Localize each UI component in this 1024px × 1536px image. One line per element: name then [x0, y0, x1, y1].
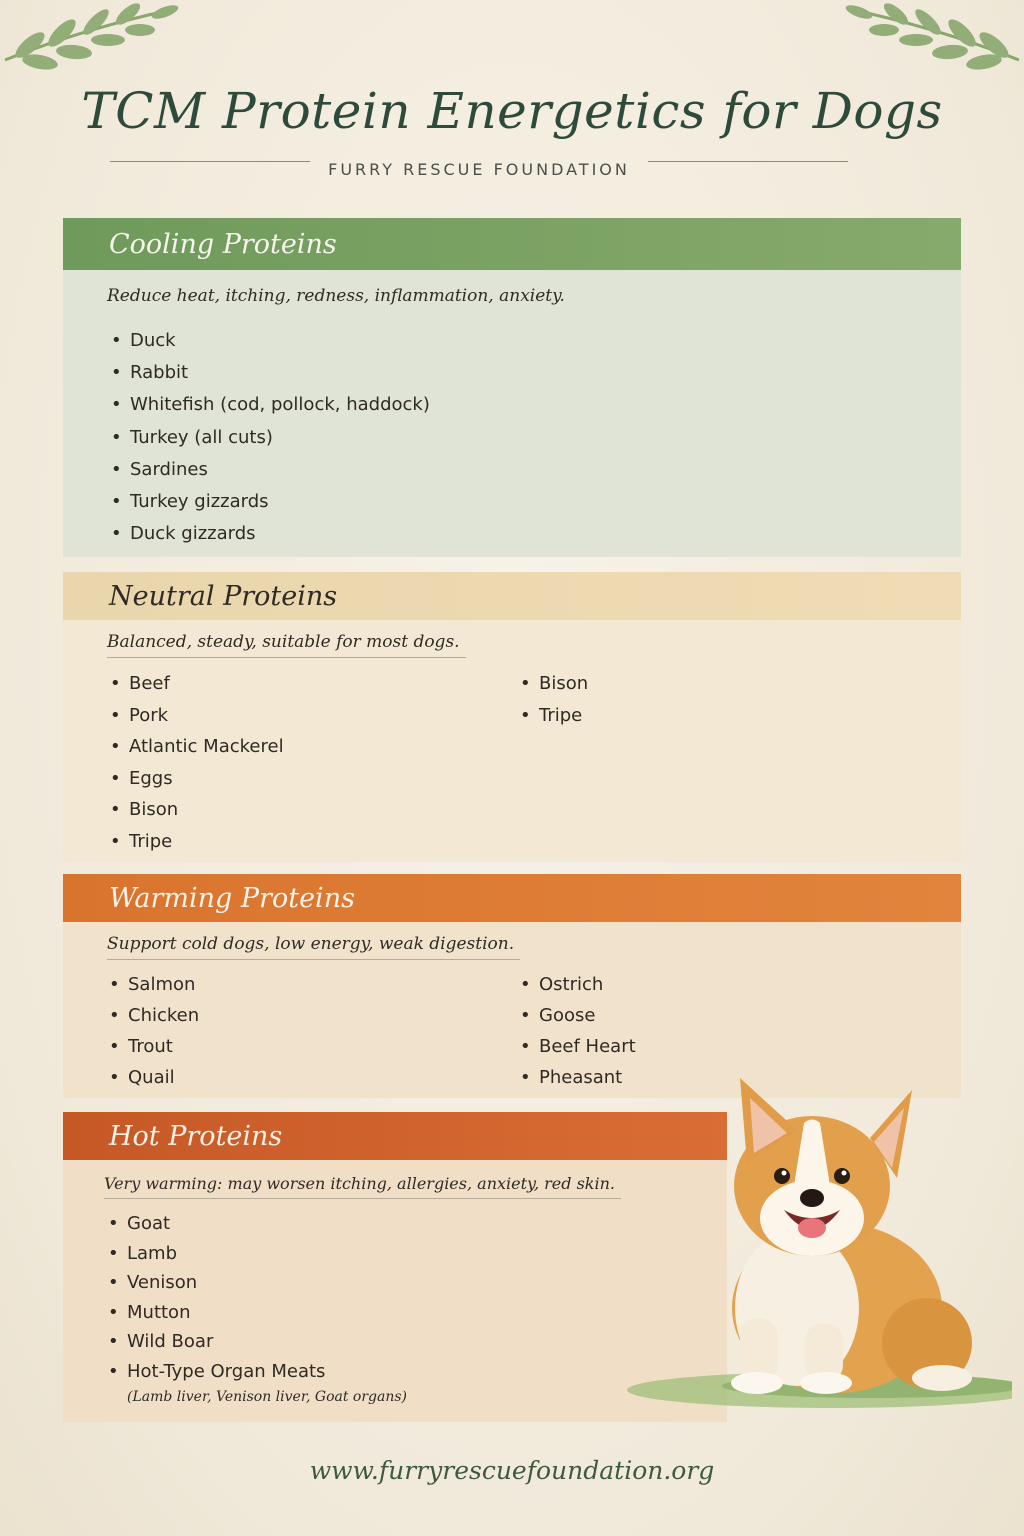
list-item: • Quail: [107, 1063, 199, 1094]
list-item: • Salmon: [107, 970, 199, 1001]
list-item: • Turkey (all cuts): [109, 422, 430, 454]
list-item: • Mutton: [106, 1298, 325, 1328]
divider: [110, 161, 310, 162]
list-item: • Atlantic Mackerel: [108, 731, 284, 763]
section-heading: Neutral Proteins: [63, 572, 961, 620]
list-item: • Pheasant: [518, 1063, 636, 1094]
section-panel: [63, 620, 961, 862]
protein-list: [108, 668, 284, 858]
list-item: • Pork: [108, 700, 284, 732]
list-item: • Hot-Type Organ Meats: [106, 1357, 325, 1387]
protein-list: [518, 668, 588, 731]
list-item: • Bison: [108, 794, 284, 826]
list-item: • Whitefish (cod, pollock, haddock): [109, 389, 430, 421]
section-heading: Warming Proteins: [63, 874, 961, 922]
organ-meat-note: (Lamb liver, Venison liver, Goat organs): [127, 1389, 408, 1405]
list-item: • Chicken: [107, 1001, 199, 1032]
list-item: • Duck: [109, 325, 430, 357]
leaf-branch-icon: [0, 0, 180, 90]
list-item: • Eggs: [108, 763, 284, 795]
protein-list: [107, 970, 199, 1094]
list-item: • Goat: [106, 1209, 325, 1239]
list-item: • Sardines: [109, 454, 430, 486]
footer-url: www.furryrescuefoundation.org: [309, 1456, 715, 1485]
leaf-branch-icon: [844, 0, 1024, 90]
section-heading: Hot Proteins: [63, 1112, 727, 1160]
divider: [648, 161, 848, 162]
page-title: TCM Protein Energetics for Dogs: [81, 82, 943, 140]
section-description: Support cold dogs, low energy, weak digestion.: [107, 934, 520, 960]
list-item: • Ostrich: [518, 970, 636, 1001]
list-item: • Beef Heart: [518, 1032, 636, 1063]
list-item: • Turkey gizzards: [109, 486, 430, 518]
protein-list: [109, 325, 430, 550]
corgi-illustration: [612, 1068, 1012, 1408]
list-item: • Wild Boar: [106, 1327, 325, 1357]
list-item: • Bison: [518, 668, 588, 700]
list-item: • Goose: [518, 1001, 636, 1032]
section-description: Balanced, steady, suitable for most dogs.: [107, 632, 466, 658]
list-item: • Tripe: [108, 826, 284, 858]
list-item: • Rabbit: [109, 357, 430, 389]
page-subtitle: FURRY RESCUE FOUNDATION: [328, 159, 630, 179]
section-description: Very warming: may worsen itching, allergies, anxiety, red skin.: [104, 1174, 621, 1199]
list-item: • Trout: [107, 1032, 199, 1063]
list-item: • Venison: [106, 1268, 325, 1298]
protein-list: [106, 1209, 325, 1387]
section-panel: [63, 270, 961, 557]
list-item: • Lamb: [106, 1239, 325, 1269]
list-item: • Duck gizzards: [109, 518, 430, 550]
subtitle-row: [110, 150, 848, 186]
section-description: Reduce heat, itching, redness, inflammation, anxiety.: [107, 286, 565, 306]
section-heading: Cooling Proteins: [63, 218, 961, 270]
list-item: • Beef: [108, 668, 284, 700]
list-item: • Tripe: [518, 700, 588, 732]
